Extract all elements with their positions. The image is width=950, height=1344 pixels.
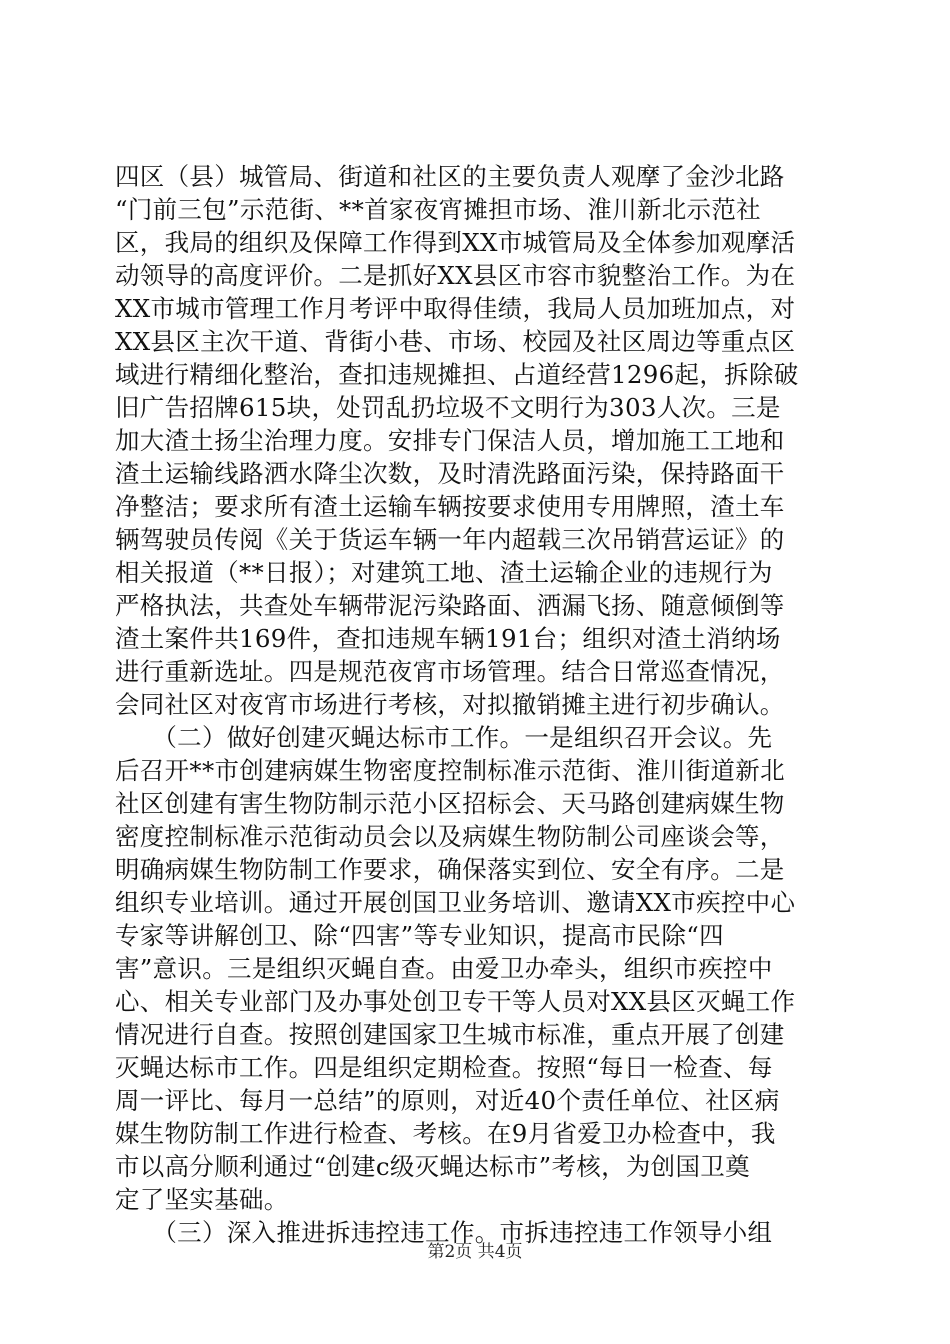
text-line: 专家等讲解创卫、除“四害”等专业知识，提高市民除“四 [115, 921, 724, 950]
text-line: 严格执法，共查处车辆带泥污染路面、洒漏飞扬、随意倾倒等 [115, 591, 785, 620]
text-line: 区，我局的组织及保障工作得到XX市城管局及全体参加观摩活 [115, 228, 796, 257]
text-line: 害”意识。三是组织灭蝇自查。由爱卫办牵头，组织市疾控中 [115, 954, 773, 983]
text-line: 四区（县）城管局、街道和社区的主要负责人观摩了金沙北路 [115, 162, 785, 191]
text-line: 定了坚实基础。 [115, 1185, 289, 1214]
text-line: 明确病媒生物防制工作要求，确保落实到位、安全有序。二是 [115, 855, 785, 884]
text-line: 辆驾驶员传阅《关于货运车辆一年内超载三次吊销营运证》的 [115, 525, 785, 554]
text-line: 加大渣土扬尘治理力度。安排专门保洁人员，增加施工工地和 [115, 426, 785, 455]
text-line: （二）做好创建灭蝇达标市工作。一是组织召开会议。先 [115, 723, 773, 752]
text-line: 后召开**市创建病媒生物密度控制标准示范街、淮川街道新北 [115, 756, 785, 785]
text-line: XX市城市管理工作月考评中取得佳绩，我局人员加班加点，对 [115, 294, 796, 323]
text-line: 域进行精细化整治，查扣违规摊担、占道经营1296起，拆除破 [115, 360, 799, 389]
text-line: 净整洁；要求所有渣土运输车辆按要求使用专用牌照，渣土车 [115, 492, 785, 521]
text-line: 媒生物防制工作进行检查、考核。在9月省爱卫办检查中，我 [115, 1119, 776, 1148]
text-line: 心、相关专业部门及办事处创卫专干等人员对XX县区灭蝇工作 [115, 987, 796, 1016]
text-line: 动领导的高度评价。二是抓好XX县区市容市貌整治工作。为在 [115, 261, 796, 290]
text-line: 情况进行自查。按照创建国家卫生城市标准，重点开展了创建 [115, 1020, 785, 1049]
text-line: 旧广告招牌615块，处罚乱扔垃圾不文明行为303人次。三是 [115, 393, 781, 422]
text-line: 灭蝇达标市工作。四是组织定期检查。按照“每日一检查、每 [115, 1053, 773, 1082]
text-line: 渣土案件共169件，查扣违规车辆191台；组织对渣土消纳场 [115, 624, 781, 653]
text-line: 相关报道（**日报）；对建筑工地、渣土运输企业的违规行为 [115, 558, 773, 587]
text-line: 会同社区对夜宵市场进行考核，对拟撤销摊主进行初步确认。 [115, 690, 785, 719]
text-line: 渣土运输线路洒水降尘次数，及时清洗路面污染，保持路面干 [115, 459, 785, 488]
text-line: 周一评比、每月一总结”的原则，对近40个责任单位、社区病 [115, 1086, 780, 1115]
text-line: 社区创建有害生物防制示范小区招标会、天马路创建病媒生物 [115, 789, 785, 818]
text-line: 进行重新选址。四是规范夜宵市场管理。结合日常巡查情况， [115, 657, 785, 686]
page-footer: 第2页 共4页 [427, 1242, 523, 1262]
text-line: （三）深入推进拆违控违工作。市拆违控违工作领导小组 [115, 1218, 773, 1247]
text-line: “门前三包”示范街、**首家夜宵摊担市场、淮川新北示范社 [115, 195, 761, 224]
text-line: 密度控制标准示范街动员会以及病媒生物防制公司座谈会等， [115, 822, 785, 851]
text-line: 市以高分顺利通过“创建c级灭蝇达标市”考核，为创国卫奠 [115, 1152, 750, 1181]
text-line: XX县区主次干道、背街小巷、市场、校园及社区周边等重点区 [115, 327, 796, 356]
text-line: 组织专业培训。通过开展创国卫业务培训、邀请XX市疾控中心 [115, 888, 796, 917]
body-text [115, 160, 835, 1249]
